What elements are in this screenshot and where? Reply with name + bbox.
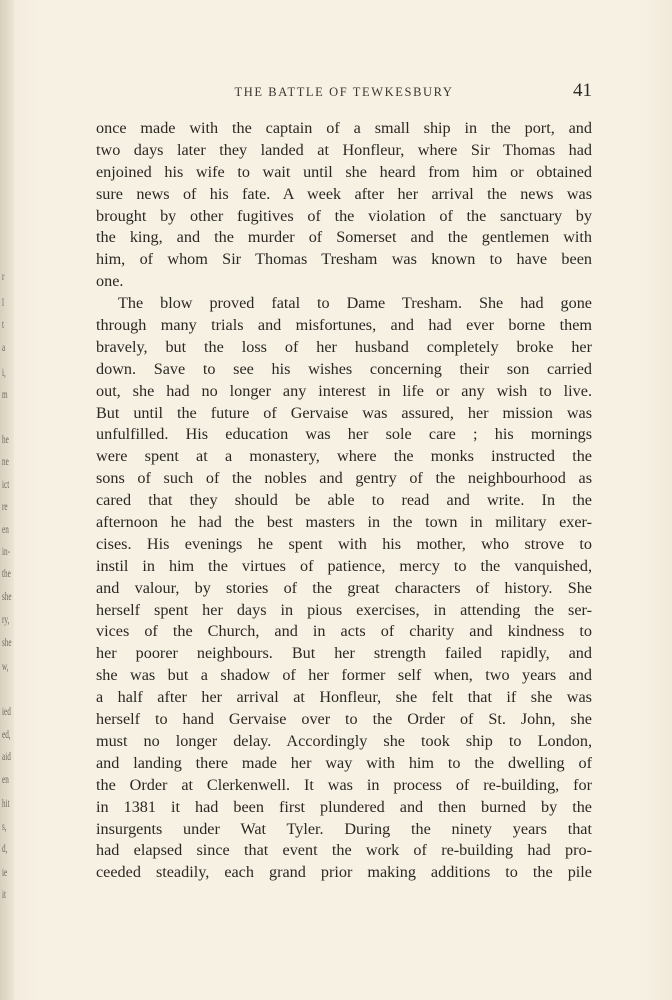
text-line: one. bbox=[96, 272, 124, 291]
bleed-fragment: in- bbox=[2, 544, 11, 558]
text-line: had elapsed since that event the work of re-building had pro- bbox=[96, 841, 592, 860]
bleed-fragment: hit bbox=[2, 796, 10, 810]
bleed-fragment: ie bbox=[2, 865, 8, 879]
bleed-fragment: s, bbox=[2, 819, 7, 833]
text-line: and valour, by stories of the great characters of history. She bbox=[96, 578, 592, 597]
bleed-fragment: the bbox=[2, 566, 11, 580]
text-line: brought by other fugitives of the violation of the sanctuary by bbox=[96, 206, 592, 225]
text-line: the Order at Clerkenwell. It was in process of re-building, for bbox=[96, 775, 592, 794]
bleed-fragment: ry, bbox=[2, 612, 10, 626]
text-line: ceeded steadily, each grand prior making additions to the pile bbox=[96, 863, 592, 882]
text-line: she was but a shadow of her former self when, two years and bbox=[96, 666, 592, 685]
text-line: cared that they should be able to read and write. In the bbox=[96, 491, 592, 510]
bleed-fragment: en bbox=[2, 522, 9, 536]
bleed-fragment: ict bbox=[2, 477, 10, 491]
text-line: vices of the Church, and in acts of charity and kindness to bbox=[96, 622, 592, 641]
text-line: through many trials and misfortunes, and had ever borne them bbox=[96, 316, 592, 335]
bleed-fragment: she bbox=[2, 635, 12, 649]
text-line: two days later they landed at Honfleur, where Sir Thomas had bbox=[96, 140, 592, 159]
bleed-fragment: l bbox=[2, 295, 5, 309]
text-line: But until the future of Gervaise was assured, her mission was bbox=[96, 403, 592, 422]
bleed-fragment: re bbox=[2, 499, 8, 513]
text-line: The blow proved fatal to Dame Tresham. She had gone bbox=[118, 294, 592, 313]
text-line: the king, and the murder of Somerset and the gentlemen with bbox=[96, 228, 592, 247]
text-line: bravely, but the loss of her husband completely broke her bbox=[96, 337, 592, 356]
bleed-fragment: t bbox=[2, 317, 5, 331]
text-line: afternoon he had the best masters in the town in military exer- bbox=[96, 513, 592, 532]
text-line: her poorer neighbours. But her strength failed rapidly, and bbox=[96, 644, 592, 663]
text-line: herself spent her days in pious exercises, in attending the ser- bbox=[96, 600, 592, 619]
text-line: sure news of his fate. A week after her arrival the news was bbox=[96, 184, 592, 203]
bleed-fragment: w, bbox=[2, 659, 9, 673]
running-head: THE BATTLE OF TEWKESBURY bbox=[234, 85, 454, 99]
text-line: instil in him the virtues of patience, mercy to the vanquished, bbox=[96, 556, 592, 575]
bleed-fragment: ne bbox=[2, 454, 9, 468]
bleed-fragment: she bbox=[2, 589, 12, 603]
bleed-fragment: ied bbox=[2, 704, 11, 718]
text-line: once made with the captain of a small ship in the port, and bbox=[96, 119, 592, 137]
bleed-fragment: i, bbox=[2, 365, 6, 379]
bleed-fragment: d, bbox=[2, 841, 8, 855]
bleed-fragment: en bbox=[2, 772, 9, 786]
text-line: cises. His evenings he spent with his mother, who strove to bbox=[96, 534, 592, 553]
bleed-fragment: ed, bbox=[2, 727, 11, 741]
text-line: out, she had no longer any interest in life or any wish to live. bbox=[96, 381, 592, 400]
bleed-fragment: r bbox=[2, 269, 5, 283]
text-line: herself to hand Gervaise over to the Order of St. John, she bbox=[96, 710, 592, 729]
adjacent-page-bleed bbox=[0, 0, 22, 1000]
text-line: him, of whom Sir Thomas Tresham was known to have been bbox=[96, 250, 592, 269]
text-line: must no longer delay. Accordingly she took ship to London, bbox=[96, 731, 592, 750]
bleed-fragment: it bbox=[2, 887, 7, 901]
text-line: enjoined his wife to wait until she heard from him or obtained bbox=[96, 162, 592, 181]
text-line: sons of such of the nobles and gentry of the neighbourhood as bbox=[96, 469, 592, 488]
text-line: in 1381 it had been first plundered and then burned by the bbox=[96, 797, 592, 816]
bleed-fragment: m bbox=[2, 387, 8, 401]
text-line: a half after her arrival at Honfleur, she felt that if she was bbox=[96, 688, 592, 707]
text-line: were spent at a monastery, where the monks instructed the bbox=[96, 447, 592, 466]
bleed-fragment: a bbox=[2, 340, 6, 354]
text-line: and landing there made her way with him to the dwelling of bbox=[96, 753, 592, 772]
body-text bbox=[96, 118, 592, 884]
page-number: 41 bbox=[573, 80, 592, 101]
text-line: unfulfilled. His education was her sole care ; his mornings bbox=[96, 425, 592, 444]
bleed-fragment: he bbox=[2, 432, 9, 446]
text-line: down. Save to see his wishes concerning their son carried bbox=[96, 359, 592, 378]
page-header bbox=[96, 82, 592, 104]
text-line: insurgents under Wat Tyler. During the ninety years that bbox=[96, 819, 592, 838]
bleed-fragment: aid bbox=[2, 749, 11, 763]
